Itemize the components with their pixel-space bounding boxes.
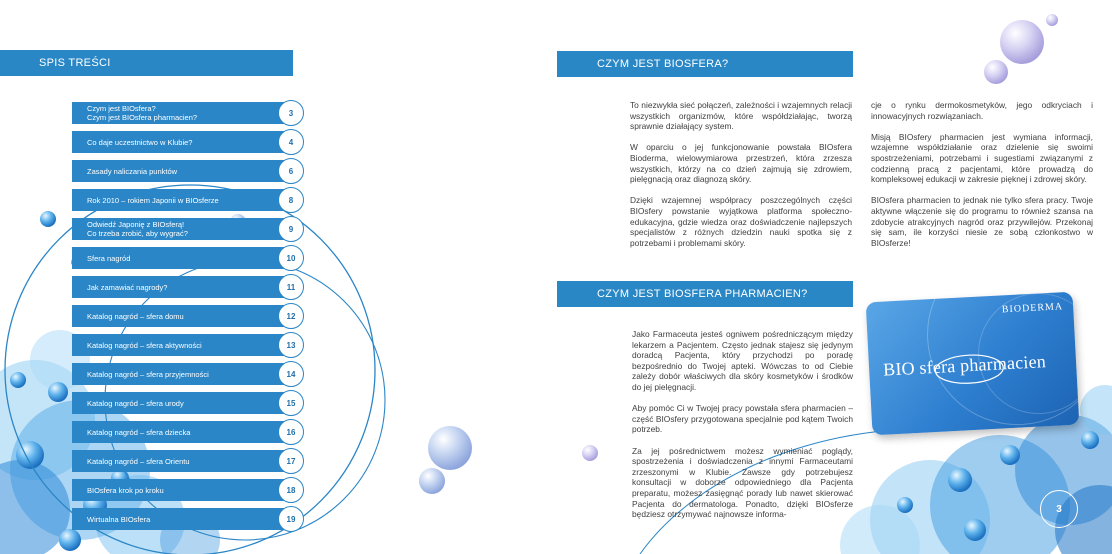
toc-page-number: 17 (278, 448, 304, 474)
paragraph: Misją BIOsfery pharmacien jest wymiana informacji, wzajemne współdziałanie oraz dzielenie się swoimi spostrzeżeniami, potrzebami i sugestiami związanymi z codzienną pracą z pacjentami, które prowadzą do kompleksowej edukacji w zakresie pięknej i zdrowej skóry. (871, 131, 1093, 185)
bubble (419, 468, 445, 494)
paragraph: Aby pomóc Ci w Twojej pracy powstała sfera pharmacien – część BIOsfery przygotowana specjalnie pod kątem Twoich potrzeb. (632, 403, 853, 435)
toc-item-label: Katalog nagród – sfera Orientu (87, 456, 190, 466)
toc-item[interactable] (72, 189, 294, 211)
toc-item[interactable] (72, 392, 294, 414)
toc-item[interactable] (72, 305, 294, 327)
toc-item-label: Jak zamawiać nagrody? (87, 282, 168, 292)
toc-page-number: 10 (278, 245, 304, 271)
toc-item-label: Wirtualna BIOsfera (87, 514, 151, 524)
paragraph: To niezwykła sieć połączeń, zależności i wzajemnych relacji wszystkich organizmów, które współdziałając, tworzą sprawnie działający system. (630, 100, 852, 132)
section-header-biosfera: CZYM JEST BIOSFERA? (557, 51, 853, 77)
toc-item-label: Co daje uczestnictwo w Klubie? (87, 137, 193, 147)
toc-page-number: 18 (278, 477, 304, 503)
toc-item[interactable] (72, 508, 294, 530)
toc-item[interactable] (72, 479, 294, 501)
toc-item-label: Katalog nagród – sfera dziecka (87, 427, 191, 437)
toc-item-label: Czym jest BIOsfera? Czym jest BIOsfera pharmacien? (87, 104, 198, 122)
paragraph: W oparciu o jej funkcjonowanie powstała BIOsfera Bioderma, wielowymiarowa przestrzeń, która zrzesza wszystkich, którzy na co dzień zajmują się zdrowiem, pielęgnacją oraz diagnozą skóry. (630, 142, 852, 185)
section1-column1 (630, 100, 852, 259)
section2-column1 (632, 329, 853, 530)
section-header-pharmacien: CZYM JEST BIOSFERA PHARMACIEN? (557, 281, 853, 307)
card-brand: BIODERMA (1001, 301, 1064, 316)
paragraph: BIOsfera pharmacien to jednak nie tylko sfera pracy. Twoje aktywne włączenie się do programu to również szansa na zdobycie atrakcyjnych nagród oraz przywilejów. Przekonaj się sam, ile korzyści niesie ze sobą członkostwo w BIOsferze! (871, 195, 1093, 248)
toc-item-label: Rok 2010 – rokiem Japonii w BIOsferze (87, 195, 219, 205)
toc-page-number: 16 (278, 419, 304, 445)
toc-page-number: 3 (278, 100, 304, 126)
toc-page-number: 19 (278, 506, 304, 532)
paragraph: cje o rynku dermokosmetyków, jego odkryciach i innowacyjnych rozwiązaniach. (871, 100, 1093, 121)
toc-item[interactable] (72, 334, 294, 356)
toc-page-number: 12 (278, 303, 304, 329)
toc-page-number: 11 (278, 274, 304, 300)
page-number: 3 (1040, 490, 1078, 528)
toc-page-number: 15 (278, 390, 304, 416)
toc-page-number: 9 (278, 216, 304, 242)
toc-item[interactable] (72, 218, 294, 240)
card-title: BIO sfera pharmacien (882, 351, 1047, 380)
membership-card-image (866, 292, 1080, 436)
toc-item-label: Katalog nagród – sfera urody (87, 398, 184, 408)
toc-header: SPIS TREŚCI (0, 50, 293, 76)
toc-item-label: Zasady naliczania punktów (87, 166, 178, 176)
toc-item[interactable] (72, 421, 294, 443)
toc-item[interactable] (72, 247, 294, 269)
toc-item[interactable] (72, 102, 294, 124)
toc-item[interactable] (72, 131, 294, 153)
toc-item[interactable] (72, 276, 294, 298)
paragraph: Dzięki wzajemnej współpracy poszczególnych części BIOsfery powstanie wyjątkowa platforma społeczno-edukacyjna, gdzie wiedza oraz doświadczenie najlepszych specjalistów z różnych dziedzin nauki spotka się z potrzebami i problemami skóry. (630, 195, 852, 248)
toc-item[interactable] (72, 363, 294, 385)
toc-page-number: 4 (278, 129, 304, 155)
toc-item-label: Katalog nagród – sfera aktywności (87, 340, 202, 350)
toc-item-label: Katalog nagród – sfera domu (87, 311, 184, 321)
toc-page-number: 13 (278, 332, 304, 358)
bubble (428, 426, 472, 470)
toc-page-number: 14 (278, 361, 304, 387)
bubble (1000, 20, 1044, 64)
toc-item-label: Katalog nagród – sfera przyjemności (87, 369, 209, 379)
section1-column2 (871, 100, 1093, 259)
toc-item-label: BIOsfera krok po kroku (87, 485, 164, 495)
toc-item-label: Sfera nagród (87, 253, 131, 263)
toc-item[interactable] (72, 450, 294, 472)
paragraph: Jako Farmaceuta jesteś ogniwem pośredniczącym między lekarzem a Pacjentem. Często jednak stajesz się jedynym doradcą Pacjenta, który przychodzi po poradę bezpośrednio do Twojej apteki. Wówczas to od Ciebie zależy dobór właściwych dla skóry kosmetyków i środków do jej pielęgnacji. (632, 329, 853, 392)
toc-item[interactable] (72, 160, 294, 182)
toc-page-number: 8 (278, 187, 304, 213)
toc-item-label: Odwiedź Japonię z BIOsferą! Co trzeba zrobić, aby wygrać? (87, 220, 188, 238)
toc-page-number: 6 (278, 158, 304, 184)
paragraph: Za jej pośrednictwem możesz wymieniać poglądy, spostrzeżenia i doświadczenia z innymi Farmaceutami zrzeszonymi w Klubie. Zawsze gdy potrzebujesz konsultacji w doborze odpowiedniego dla Pacjenta preparatu, możesz zasięgnąć porady lub nawet skierować Pacjenta do dermatologa. Ponadto, dzięki BIOsferze będziesz otrzymywać najnowsze informa- (632, 445, 853, 520)
